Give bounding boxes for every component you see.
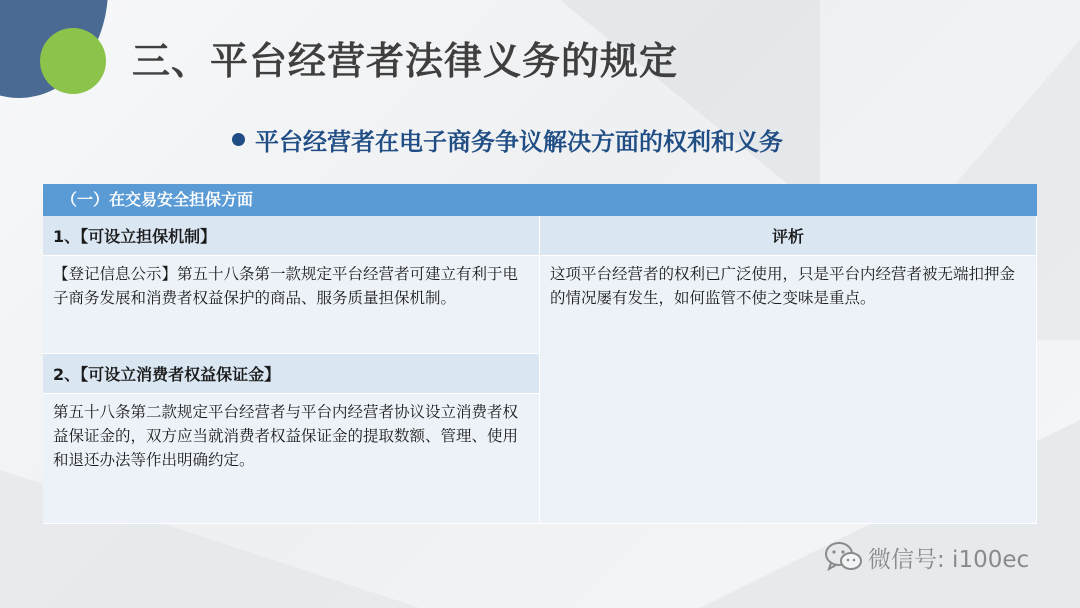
table-grid: [43, 216, 1037, 524]
subtitle-text: 平台经营者在电子商务争议解决方面的权利和义务: [255, 128, 783, 156]
watermark-text: 微信号: i100ec: [868, 546, 1030, 573]
comment-body: 这项平台经营者的权利已广泛使用，只是平台内经营者被无端扣押金的情况屡有发生，如何监管不使之变味是重点。: [540, 256, 1037, 524]
bullet-icon: [232, 133, 245, 146]
decorative-green-circle: [40, 28, 106, 94]
comment-header: 评析: [540, 216, 1037, 256]
item1-body: 【登记信息公示】第五十八条第一款规定平台经营者可建立有利于电子商务发展和消费者权益保护的商品、服务质量担保机制。: [43, 256, 540, 354]
item2-body: 第五十八条第二款规定平台经营者与平台内经营者协议设立消费者权益保证金的，双方应当就消费者权益保证金的提取数额、管理、使用和退还办法等作出明确约定。: [43, 394, 540, 524]
item2-header: 2、【可设立消费者权益保证金】: [43, 354, 540, 394]
section-header: （一）在交易安全担保方面: [43, 184, 1037, 216]
content-table: [43, 184, 1037, 524]
slide-title: 三、平台经营者法律义务的规定: [132, 39, 679, 83]
watermark: [824, 540, 1029, 574]
slide-subtitle: [232, 122, 783, 157]
wechat-icon: [824, 540, 864, 574]
item1-header: 1、【可设立担保机制】: [43, 216, 540, 256]
